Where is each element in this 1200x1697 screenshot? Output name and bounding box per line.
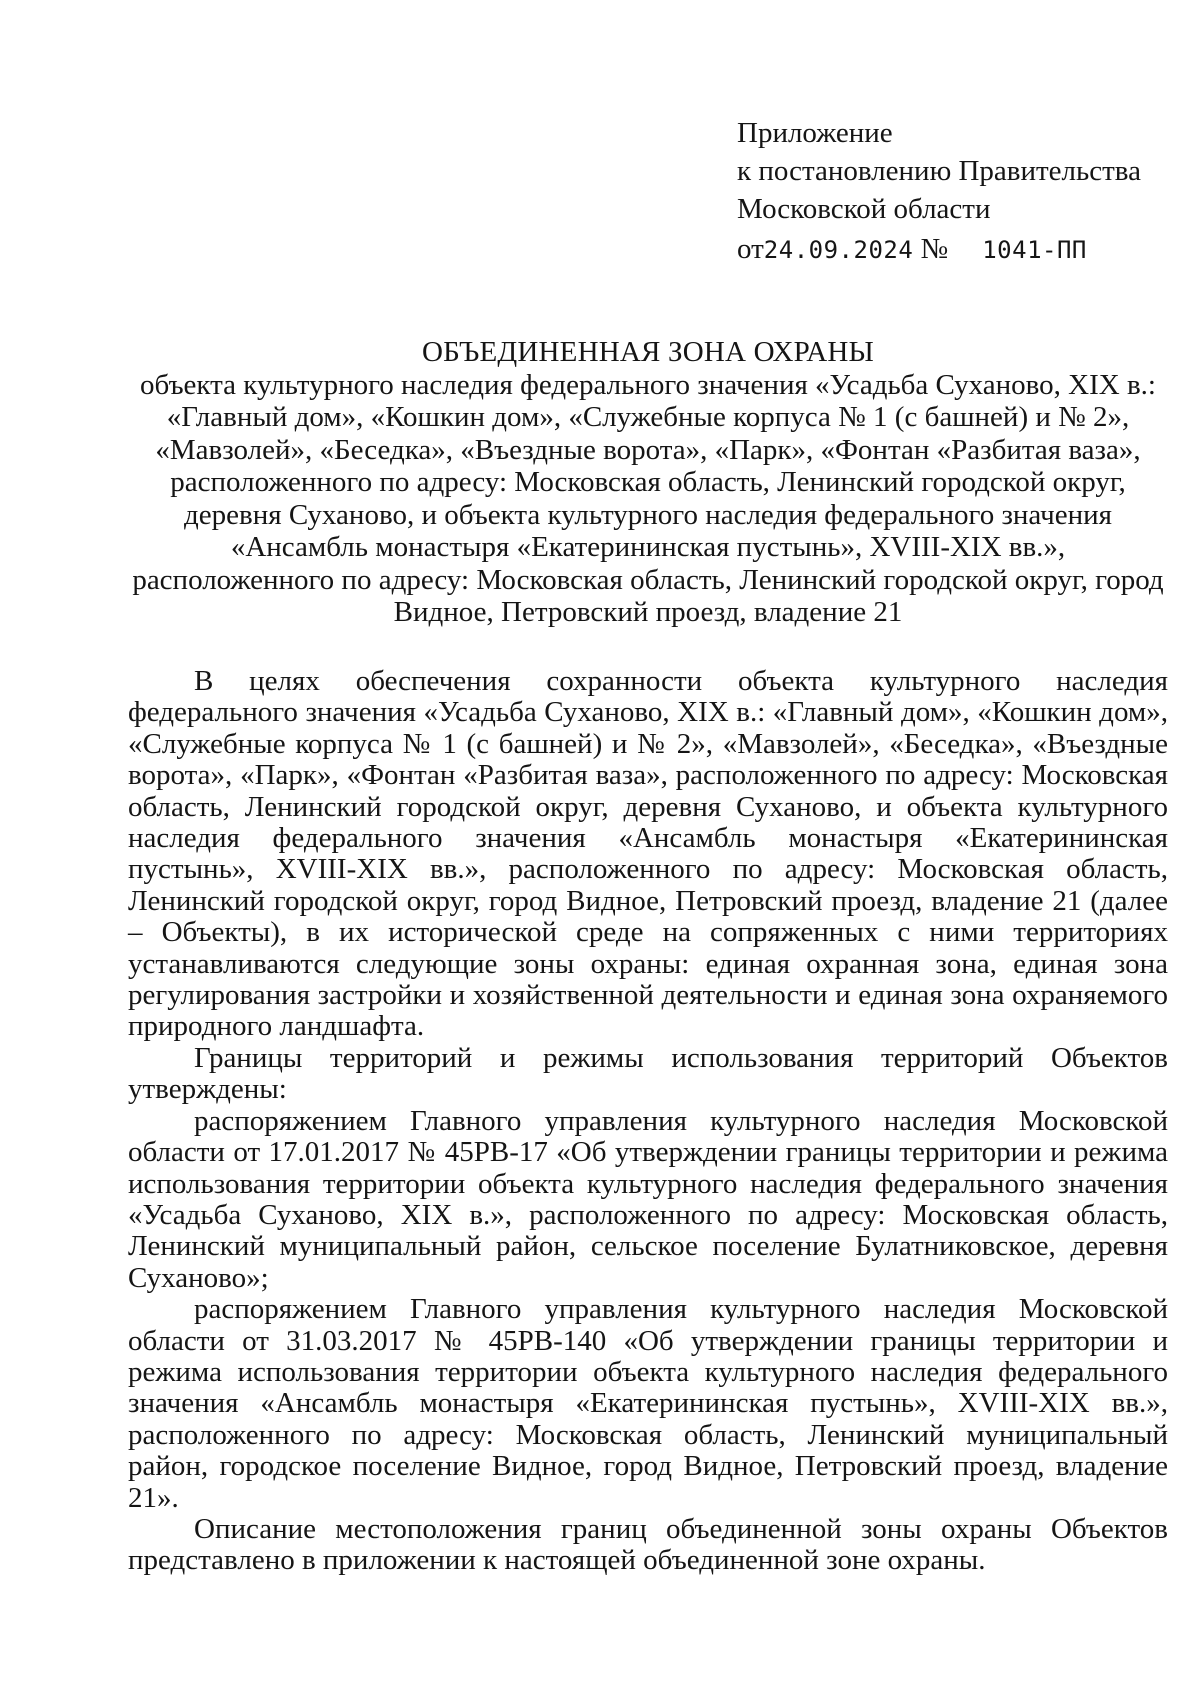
annex-title: Приложение [737, 117, 893, 149]
annex-date-number [737, 230, 1177, 269]
paragraph-boundaries: Границы территорий и режимы использования территорий Объектов утверждены: [128, 1041, 1168, 1106]
annex-reference: к постановлению Правительства [737, 155, 1141, 187]
paragraph-order-2: распоряжением Главного управления культурного наследия Московской области от 31.03.2017 № 45РВ-140 «Об утверждении границы территории и режима использования территории объекта культурного наследия федерального значения «Ансамбль монастыря «Екатерининская пустынь», XVIII-XIX вв.», расположенного по адресу: Московская область, Ленинский муниципальный район, городское поселение Видное, город Видное, Петровский проезд, владение 21». [128, 1293, 1168, 1514]
document-title-block [128, 336, 1168, 629]
paragraph-order-1: распоряжением Главного управления культурного наследия Московской области от 17.01.2017 № 45РВ-17 «Об утверждении границы территории и режима использования территории объекта культурного наследия федерального значения «Усадьба Суханово, XIX в.», расположенного по адресу: Московская область, Ленинский муниципальный район, сельское поселение Булатниковское, деревня Суханово»; [128, 1104, 1168, 1294]
annex-header [737, 114, 1177, 269]
document-subtitle: объекта культурного наследия федерального значения «Усадьба Суханово, XIX в.: «Главный дом», «Кошкин дом», «Служебные корпуса № 1 (с башней) и № 2», «Мавзолей», «Беседка», «Въездные ворота», «Парк», «Фонтан «Разбитая ваза», расположенного по адресу: Московская область, Ленинский городской округ, деревня Суханово, и объекта культурного наследия федерального значения «Ансамбль монастыря «Екатерининская пустынь», XVIII-XIX вв.», расположенного по адресу: Московская область, Ленинский городской округ, город Видное, Петровский проезд, владение 21 [132, 368, 1164, 628]
date-prefix: от [737, 233, 764, 265]
annex-region: Московской области [737, 193, 991, 225]
document-date: 24.09.2024 [763, 236, 914, 264]
paragraph-purpose: В целях обеспечения сохранности объекта культурного наследия федерального значения «Усадьба Суханово, XIX в.: «Главный дом», «Кошкин дом», «Служебные корпуса № 1 (с башней) и № 2», «Мавзолей», «Беседка», «Въездные ворота», «Парк», «Фонтан «Разбитая ваза», расположенного по адресу: Московская область, Ленинский городской округ, деревня Суханово, и объекта культурного наследия федерального значения «Ансамбль монастыря «Екатерининская пустынь», XVIII-XIX вв.», расположенного по адресу: Московская область, Ленинский городской округ, город Видное, Петровский проезд, владение 21 (далее – Объекты), в их исторической среде на сопряженных с ними территориях устанавливаются следующие зоны охраны: единая охранная зона, единая зона регулирования застройки и хозяйственной деятельности и единая зона охраняемого природного ландшафта. [128, 665, 1168, 1043]
number-sign: № [920, 233, 949, 265]
paragraph-description: Описание местоположения границ объединенной зоны охраны Объектов представлено в приложении к настоящей объединенной зоне охраны. [128, 1512, 1168, 1577]
document-number: 1041-ПП [982, 236, 1087, 264]
document-body [128, 666, 1168, 1577]
document-title: ОБЪЕДИНЕННАЯ ЗОНА ОХРАНЫ [421, 336, 875, 368]
